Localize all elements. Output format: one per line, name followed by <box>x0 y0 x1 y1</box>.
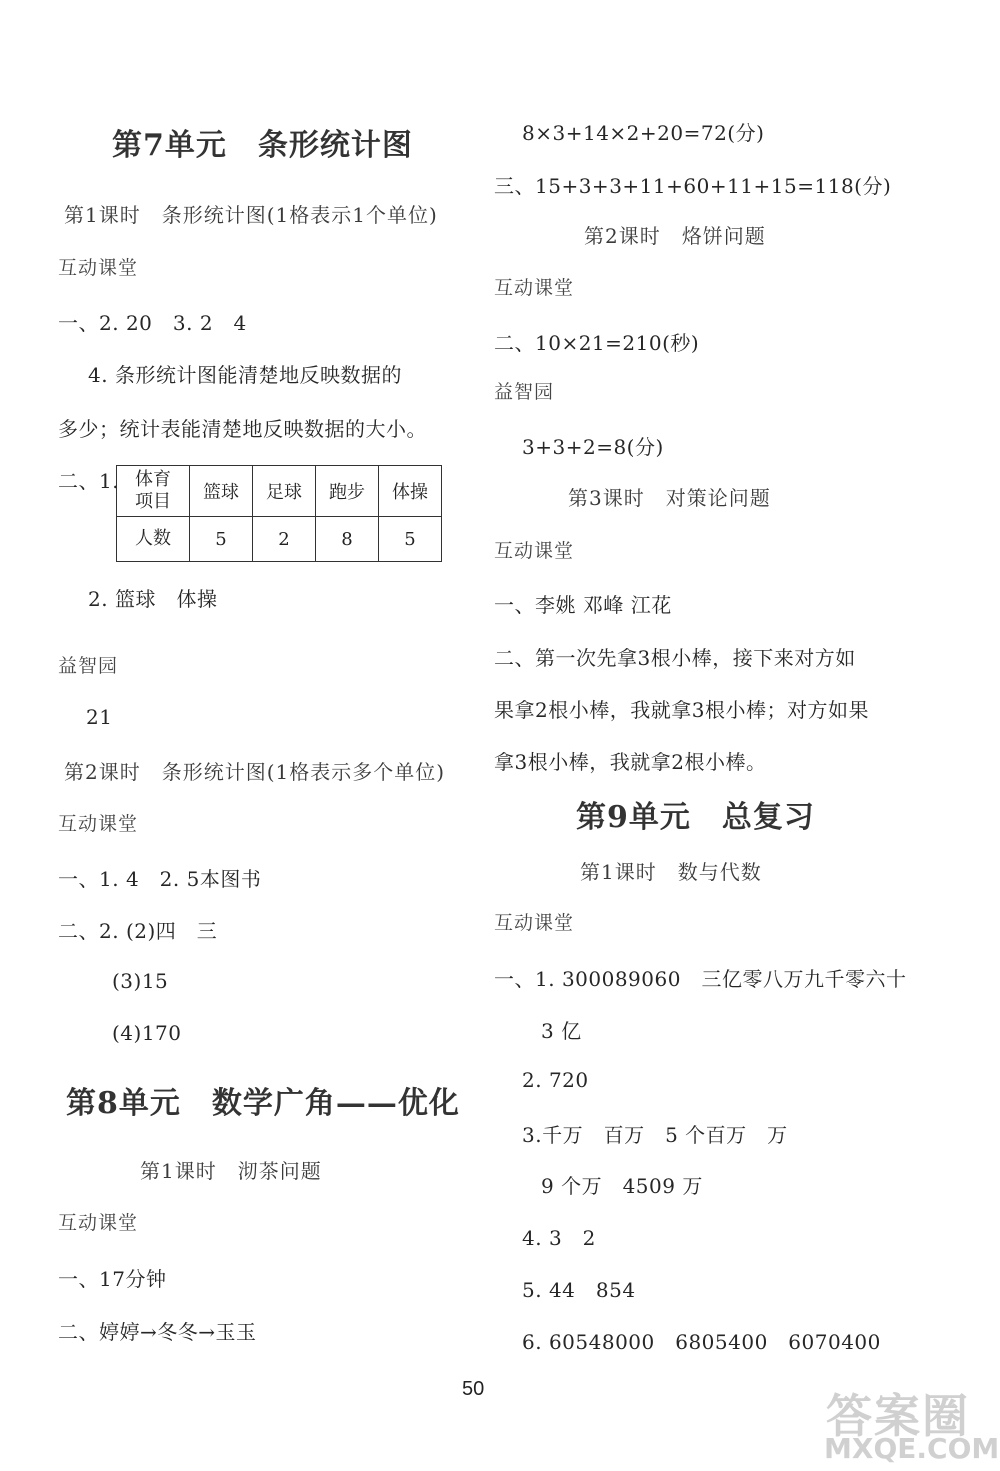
answer-line: 二、1. <box>58 469 120 493</box>
answer-line: 8×3+14×2+20=72(分) <box>522 121 765 145</box>
watermark-text: 答案圈 <box>826 1389 970 1443</box>
watermark-logo <box>822 1380 1000 1466</box>
answer-line: 6. 60548000 6805400 6070400 <box>522 1330 881 1354</box>
unit-8-lesson-1-title: 第1课时 沏茶问题 <box>140 1159 322 1183</box>
answer-line: 三、15+3+3+11+60+11+15=118(分) <box>494 174 892 198</box>
answer-line: 5. 44 854 <box>522 1278 636 1302</box>
unit-8-lesson-2-title: 第2课时 烙饼问题 <box>584 224 766 248</box>
answer-line: 二、2. (2)四 三 <box>58 919 218 943</box>
section-heading: 益智园 <box>494 381 555 403</box>
header-label-line: 体育 <box>135 469 171 490</box>
section-heading: 互动课堂 <box>494 277 575 299</box>
section-heading: 互动课堂 <box>494 912 575 934</box>
answer-line: 21 <box>86 705 113 729</box>
unit-8-title: 第8单元 数学广角——优化 <box>66 1086 460 1121</box>
answer-line: 果拿2根小棒，我就拿3根小棒；对方如果 <box>494 698 869 722</box>
unit-9-title: 第9单元 总复习 <box>576 800 815 835</box>
answer-line: 一、1. 4 2. 5本图书 <box>58 867 262 891</box>
table-cell: 2 <box>253 517 316 562</box>
answer-line: 4. 3 2 <box>522 1226 596 1250</box>
answer-line: 一、17分钟 <box>58 1267 167 1291</box>
answer-line: 二、第一次先拿3根小棒，接下来对方如 <box>494 646 856 670</box>
unit-8-lesson-3-title: 第3课时 对策论问题 <box>568 486 771 510</box>
answer-line: 3.千万 百万 5 个百万 万 <box>522 1123 788 1147</box>
watermark-url: MXQE.COM <box>824 1432 1000 1465</box>
answer-line: 3 亿 <box>541 1019 582 1043</box>
sports-table <box>116 465 442 562</box>
table-row <box>117 466 442 517</box>
table-cell: 5 <box>190 517 253 562</box>
section-heading: 互动课堂 <box>58 257 139 279</box>
unit-7-lesson-2-title: 第2课时 条形统计图(1格表示多个单位) <box>64 760 446 784</box>
answer-line: 多少；统计表能清楚地反映数据的大小。 <box>58 417 427 441</box>
table-column-header: 篮球 <box>190 466 253 517</box>
answer-line: 拿3根小棒，我就拿2根小棒。 <box>494 750 767 774</box>
section-heading: 益智园 <box>58 655 119 677</box>
section-heading: 互动课堂 <box>494 540 575 562</box>
table-column-header: 足球 <box>253 466 316 517</box>
unit-7-lesson-1-title: 第1课时 条形统计图(1格表示1个单位) <box>64 203 438 227</box>
answer-line: 一、李姚 邓峰 江花 <box>494 593 672 617</box>
answer-line: 2. 篮球 体操 <box>88 587 218 611</box>
table-column-header: 体操 <box>379 466 442 517</box>
table-cell: 8 <box>316 517 379 562</box>
answer-line: 2. 720 <box>522 1068 589 1092</box>
answer-line: 3+3+2=8(分) <box>522 435 664 459</box>
answer-line: 一、1. 300089060 三亿零八万九千零六十 <box>494 967 907 991</box>
answer-line: 4. 条形统计图能清楚地反映数据的 <box>88 363 402 387</box>
section-heading: 互动课堂 <box>58 813 139 835</box>
table-row-label: 人数 <box>117 517 190 562</box>
section-heading: 互动课堂 <box>58 1212 139 1234</box>
table-header-cell <box>117 466 190 517</box>
answer-line: 二、10×21=210(秒) <box>494 331 700 355</box>
table-row <box>117 517 442 562</box>
answer-line: 二、婷婷→冬冬→玉玉 <box>58 1320 257 1344</box>
answer-line: 9 个万 4509 万 <box>541 1174 703 1198</box>
table-cell: 5 <box>379 517 442 562</box>
header-label-line: 项目 <box>135 491 171 512</box>
table-column-header: 跑步 <box>316 466 379 517</box>
answer-line: (3)15 <box>112 969 169 993</box>
unit-9-lesson-1-title: 第1课时 数与代数 <box>580 860 762 884</box>
answer-line: (4)170 <box>112 1021 182 1045</box>
page-number: 50 <box>462 1378 485 1400</box>
unit-7-title: 第7单元 条形统计图 <box>112 128 413 163</box>
answer-line: 一、2. 20 3. 2 4 <box>58 311 247 335</box>
